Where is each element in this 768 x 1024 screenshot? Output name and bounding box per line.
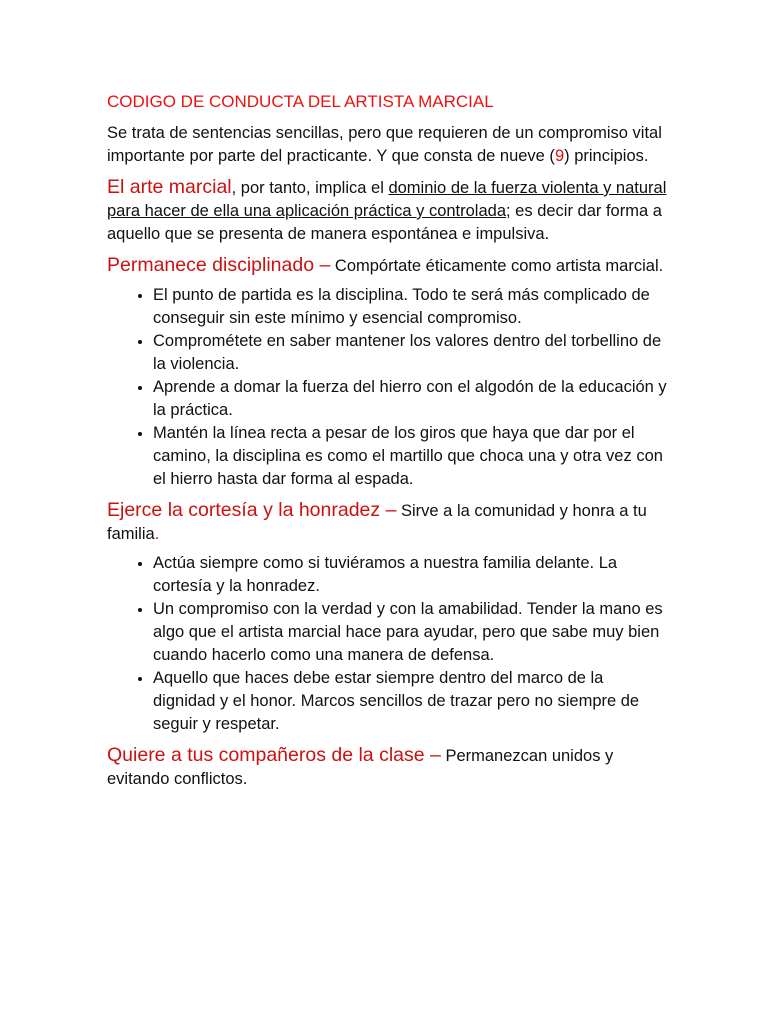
arte-heading: El arte marcial: [107, 176, 232, 198]
section-companeros-heading: Quiere a tus compañeros de la clase –: [107, 744, 441, 766]
list-item: • Actúa siempre como si tuviéramos a nuestra familia delante. La cortesía y la honradez.: [153, 552, 667, 598]
section-cortesia-period: .: [154, 525, 160, 543]
list-item: • Mantén la línea recta a pesar de los giros que haya que dar por el camino, la disciplina es como el martillo que choca una y otra vez con el hierro hasta dar forma al espada.: [153, 422, 667, 491]
intro-text-2: ) principios.: [564, 147, 649, 165]
section-cortesia-list: [107, 552, 667, 736]
intro-paragraph: [107, 122, 667, 168]
document-page: [107, 92, 667, 797]
document-title: CODIGO DE CONDUCTA DEL ARTISTA MARCIAL: [107, 92, 494, 111]
list-item: • El punto de partida es la disciplina. Todo te será más complicado de conseguir sin este mínimo y esencial compromiso.: [153, 284, 667, 330]
section-disciplina-intro: [107, 254, 667, 278]
section-cortesia-heading: Ejerce la cortesía y la honradez: [107, 499, 381, 521]
section-companeros-text: Permanezcan unidos y evitando conflictos.: [107, 747, 614, 788]
list-item: • Comprométete en saber mantener los valores dentro del torbellino de la violencia.: [153, 330, 667, 376]
arte-text-2: es decir dar forma a aquello que se presenta de manera espontánea e impulsiva.: [107, 202, 662, 243]
arte-text-1: , por tanto, implica el: [231, 179, 389, 197]
section-cortesia-text: Sirve a la comunidad y honra a tu familia: [107, 502, 647, 543]
list-item: • Aquello que haces debe estar siempre dentro del marco de la dignidad y el honor. Marcos sencillos de trazar pero no siempre de seguir y respetar.: [153, 667, 667, 736]
arte-underlined-text: dominio de la fuerza violenta y natural para hacer de ella una aplicación práctica y controlada;: [107, 179, 667, 220]
section-disciplina-text: Compórtate éticamente como artista marcial.: [330, 257, 664, 275]
section-disciplina-list: [107, 284, 667, 491]
list-item: • Un compromiso con la verdad y con la amabilidad. Tender la mano es algo que el artista marcial hace para ayudar, pero que sabe muy bien cuando hacerlo como una manera de defensa.: [153, 598, 667, 667]
section-cortesia-dash: –: [380, 499, 397, 521]
list-item: • Aprende a domar la fuerza del hierro con el algodón de la educación y la práctica.: [153, 376, 667, 422]
intro-text-1: Se trata de sentencias sencillas, pero que requieren de un compromiso vital importante por parte del practicante. Y que consta de nueve (: [107, 124, 662, 165]
section-disciplina-heading: Permanece disciplinado –: [107, 254, 331, 276]
section-cortesia-intro: [107, 499, 667, 546]
arte-paragraph: [107, 176, 667, 246]
intro-number: 9: [554, 147, 565, 165]
section-companeros-intro: [107, 744, 667, 791]
